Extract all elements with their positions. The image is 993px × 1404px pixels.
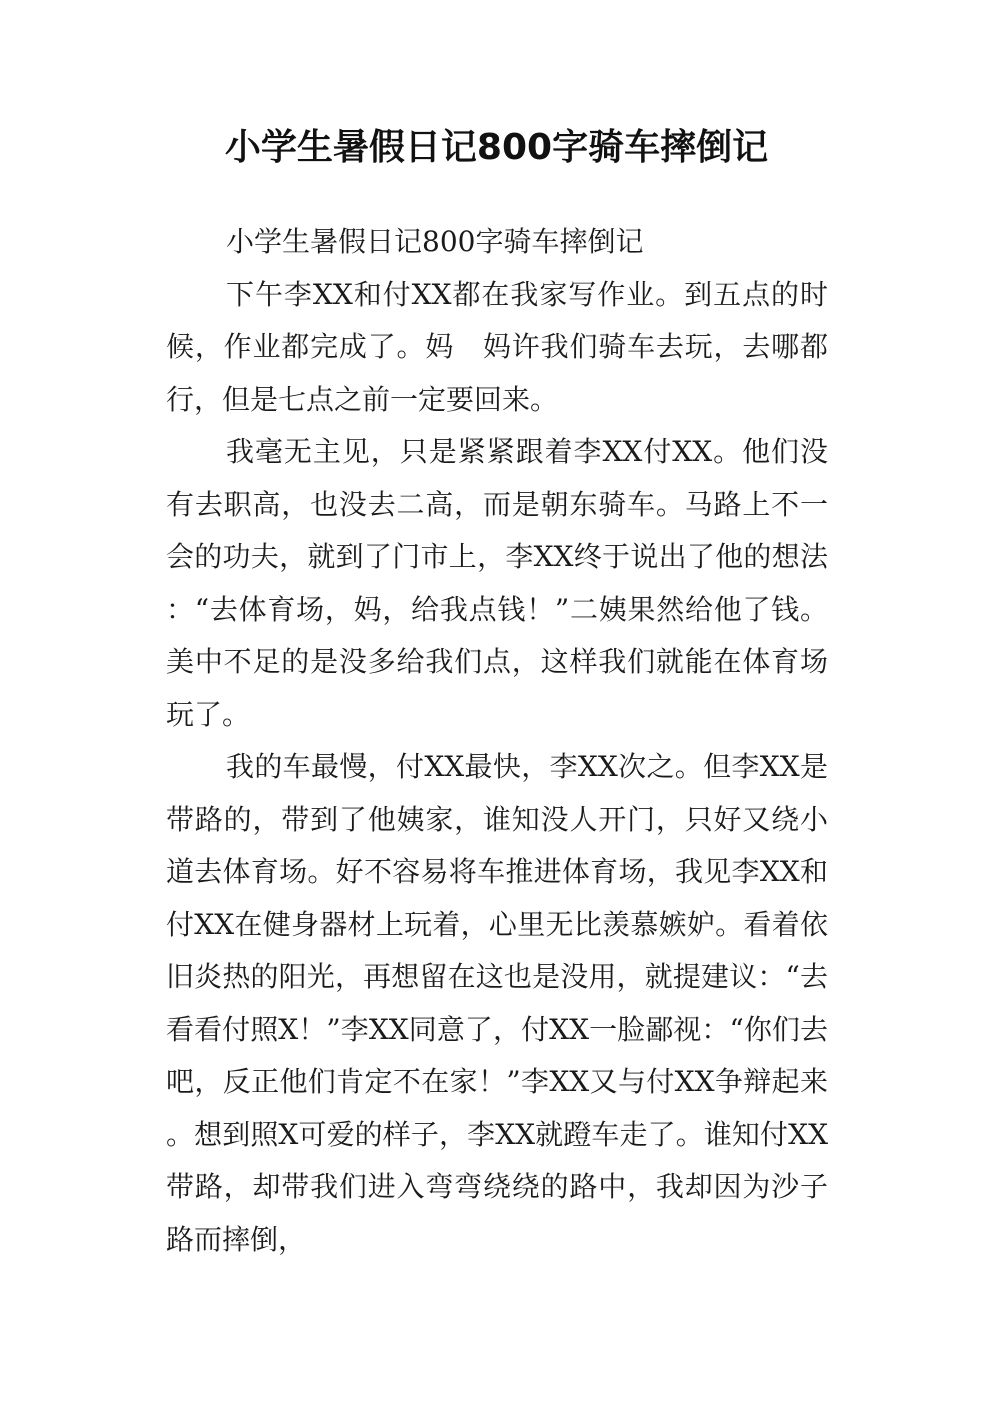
paragraph: 下午李XX和付XX都在我家写作业。到五点的时候，作业都完成了。妈 妈许我们骑车去玩，去哪都行，但是七点之前一定要回来。 (166, 277, 828, 416)
document-title: 小学生暑假日记800字骑车摔倒记 (224, 127, 769, 168)
paragraph: 我的车最慢，付XX最快，李XX次之。但李XX是带路的，带到了他姨家，谁知没人开门，只好又绕小道去体育场。好不容易将车推进体育场，我见李XX和付XX在健身器材上玩着，心里无比羡慕嫉妒。看着依旧炎热的阳光，再想留在这也是没用，就提建议：“去看看付照X！”李XX同意了，付XX一脸鄙视：“你们去吧，反正他们肯定不在家！”李XX又与付XX争辩起来。想到照X可爱的样子，李XX就蹬车走了。谁知付XX带路，却带我们进入弯弯绕绕的路中，我却因为沙子路而摔倒， (166, 750, 828, 1256)
paragraph-subtitle: 小学生暑假日记800字骑车摔倒记 (226, 225, 644, 258)
paragraph: 我毫无主见，只是紧紧跟着李XX付XX。他们没有去职高，也没去二高，而是朝东骑车。马路上不一会的功夫，就到了门市上，李XX终于说出了他的想法：“去体育场，妈，给我点钱！”二姨果然给他了钱。美中不足的是没多给我们点，这样我们就能在体育场玩了。 (166, 435, 828, 731)
document-body (166, 216, 828, 1266)
